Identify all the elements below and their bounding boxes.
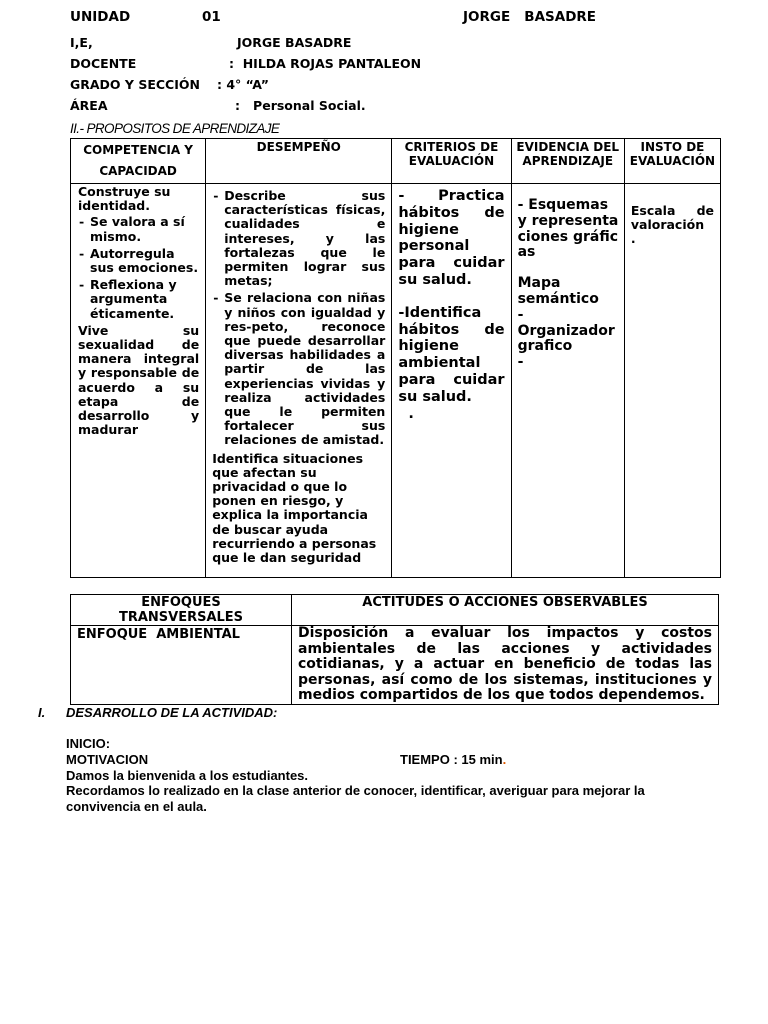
header-competencia: COMPETENCIA Y CAPACIDAD — [71, 139, 206, 184]
recap-line: Recordamos lo realizado en la clase anterior de conocer, identificar, averiguar para mejorar la convivencia en el aula. — [66, 783, 645, 814]
cell-competencia — [71, 184, 206, 578]
purposes-table — [70, 138, 721, 578]
section-title-desarrollo: DESARROLLO DE LA ACTIVIDAD: — [66, 705, 278, 720]
evidencia-dash: - — [517, 354, 524, 371]
tiempo-label: TIEMPO : 15 min. — [400, 752, 507, 767]
grado-value: : 4° “A” — [217, 77, 269, 92]
enfoques-table — [70, 594, 719, 705]
inicio-label: INICIO: — [66, 736, 111, 751]
cell-desempeno — [206, 184, 392, 578]
evidencia-item: Mapa semántico — [517, 275, 599, 307]
intro-line: Damos la bienvenida a los estudiantes. — [66, 768, 309, 783]
area-value: : Personal Social. — [235, 98, 366, 113]
area-label: ÁREA — [70, 98, 108, 113]
section-number: I. — [38, 705, 46, 720]
desempeno-item: - Describe sus características físicas, cualidades e intereses, y las fortalezas que le permiten lograr sus metas; — [212, 189, 385, 288]
header-desempeno: DESEMPEÑO — [206, 139, 392, 184]
criterio-dot: . — [408, 405, 414, 422]
motivacion-label: MOTIVACION — [66, 752, 149, 767]
header-actitudes: ACTITUDES O ACCIONES OBSERVABLES — [292, 595, 719, 626]
ie-value: JORGE BASADRE — [237, 35, 352, 50]
desempeno-extra: Identifica situaciones que afectan su privacidad o que lo ponen en riesgo, y explica la importancia de buscar ayuda recurriendo a personas que le dan seguridad — [212, 450, 377, 566]
competencia-title: Construye su identidad. — [78, 184, 171, 214]
evidencia-item: - Esquemas y representaciones gráficas — [517, 197, 619, 261]
ie-label: I,E, — [70, 35, 93, 50]
header-enfoques: ENFOQUES TRANSVERSALES — [71, 595, 292, 626]
desempeno-item: - Se relaciona con niñas y niños con igualdad y res-peto, reconoce que puede desarrollar diversas habilidades a partir de las experiencias vividas y realiza actividades que le permiten fortalecer sus relaciones de amistad. — [212, 291, 385, 447]
tiempo-dot: . — [502, 752, 507, 767]
capacidades-list — [78, 215, 199, 320]
cell-enfoque-ambiental: ENFOQUE AMBIENTAL — [71, 626, 292, 705]
cell-actitudes: Disposición a evaluar los impactos y costos ambientales de las acciones y actividades cotidianas, y a actuar en beneficio de todas las personas, así como de los sistemas, instituciones y medios compartidos de los que todos dependemos. — [292, 626, 719, 705]
docente-value: : HILDA ROJAS PANTALEON — [229, 56, 422, 71]
competencia-extra: Vive su sexualidad de manera integral y responsable de acuerdo a su etapa de desarrollo y madurar — [78, 322, 200, 438]
desempenos-list — [212, 189, 385, 448]
capacidad-item: - Reflexiona y argumenta éticamente. — [78, 278, 199, 321]
header-criterios: CRITERIOS DE EVALUACIÓN — [392, 139, 511, 184]
criterio-item: - Practica hábitos de higiene personal para cuidar su salud. — [398, 188, 505, 288]
cell-evidencia — [511, 184, 624, 578]
capacidad-item: - Autorregula sus emociones. — [78, 247, 199, 275]
evidencia-dash: - — [517, 306, 524, 323]
criterio-item: -Identifica hábitos de higiene ambiental para cuidar su salud. — [398, 304, 505, 405]
capacidad-item: - Se valora a sí mismo. — [78, 215, 199, 243]
evidencia-item: Organizador grafico — [517, 322, 615, 355]
instrumento-value: Escala de valoración — [630, 203, 714, 233]
cell-criterios — [392, 184, 511, 578]
section-title-propositos: II.- PROPOSITOS DE APRENDIZAJE — [70, 121, 280, 136]
grado-label: GRADO Y SECCIÓN — [70, 77, 200, 92]
header-evidencia: EVIDENCIA DEL APRENDIZAJE — [511, 139, 624, 184]
unidad-value: 01 — [202, 9, 221, 25]
school-name-right: JORGE BASADRE — [463, 9, 597, 25]
header-instrumento: INSTO DE EVALUACIÓN — [624, 139, 720, 184]
instrumento-dot: . — [630, 231, 636, 247]
unidad-label: UNIDAD — [70, 9, 131, 25]
docente-label: DOCENTE — [70, 56, 137, 71]
cell-instrumento — [624, 184, 720, 578]
